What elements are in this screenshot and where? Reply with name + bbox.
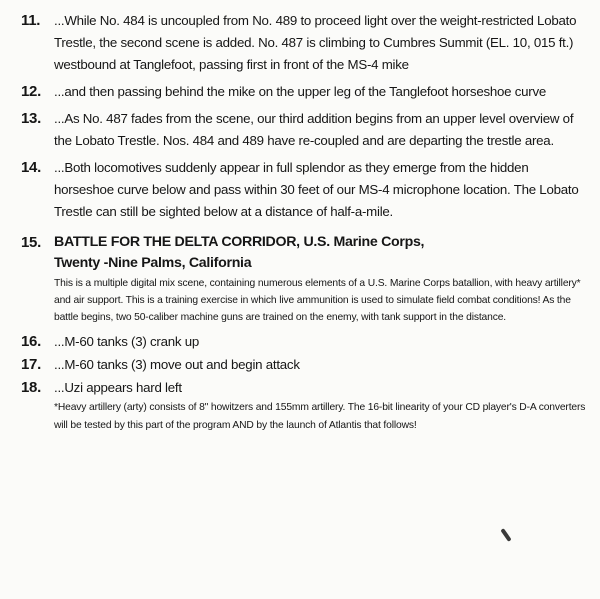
item-text: ...Uzi appears hard left <box>54 380 182 395</box>
item-text: ...As No. 487 fades from the scene, our third addition begins from an upper level overview of the Lobato Trestle. Nos. 484 and 489 have re-coupled and are departing the trestle area. <box>54 111 574 148</box>
print-speck-mark <box>500 528 511 542</box>
item-number: 14. <box>21 159 41 176</box>
section-heading-line2: Twenty -Nine Palms, California <box>54 255 252 271</box>
item-number: 12. <box>21 83 41 100</box>
item-text: ...While No. 484 is uncoupled from No. 489 to proceed light over the weight-restricted Lobato Trestle, the second scene is added. No. 487 is climbing to Cumbres Summit (EL. 10, 015 ft.) westbound at Tanglefoot, passing first in front of the MS-4 mike <box>54 13 577 72</box>
list-item-16 <box>21 331 588 353</box>
section-15 <box>21 232 588 326</box>
section-number: 15. <box>21 234 41 251</box>
item-number: 18. <box>21 379 41 396</box>
section-description: This is a multiple digital mix scene, containing numerous elements of a U.S. Marine Corps batallion, with heavy artillery* and air support. This is a training exercise in which live ammunition is used to simulate field combat conditions! As the battle begins, two 50-caliber machine guns are trained on the enemy, with tank support in the distance. <box>54 278 581 323</box>
list-item-14 <box>21 157 588 223</box>
list-item-11 <box>21 10 588 76</box>
item-number: 11. <box>21 12 41 29</box>
list-item-12 <box>21 81 588 103</box>
list-item-17 <box>21 354 588 376</box>
item-number: 16. <box>21 333 41 350</box>
list-item-18 <box>21 377 588 435</box>
list-item-13 <box>21 108 588 152</box>
item-text: ...and then passing behind the mike on the upper leg of the Tanglefoot horseshoe curve <box>54 84 547 99</box>
item-number: 17. <box>21 356 41 373</box>
item-text: ...Both locomotives suddenly appear in full splendor as they emerge from the hidden horseshoe curve below and pass within 30 feet of our MS-4 microphone location. The Lobato Trestle can still be sighted below at a distance of half-a-mile. <box>54 160 579 219</box>
item-number: 13. <box>21 110 41 127</box>
item-text: ...M-60 tanks (3) crank up <box>54 334 199 349</box>
item-text: ...M-60 tanks (3) move out and begin attack <box>54 357 300 372</box>
footnote: *Heavy artillery (arty) consists of 8" howitzers and 155mm artillery. The 16-bit linearity of your CD player's D-A converters will be tested by this part of the program AND by the launch of Atlantis that follows! <box>54 402 586 431</box>
section-heading-line1: BATTLE FOR THE DELTA CORRIDOR, U.S. Marine Corps, <box>54 234 425 250</box>
